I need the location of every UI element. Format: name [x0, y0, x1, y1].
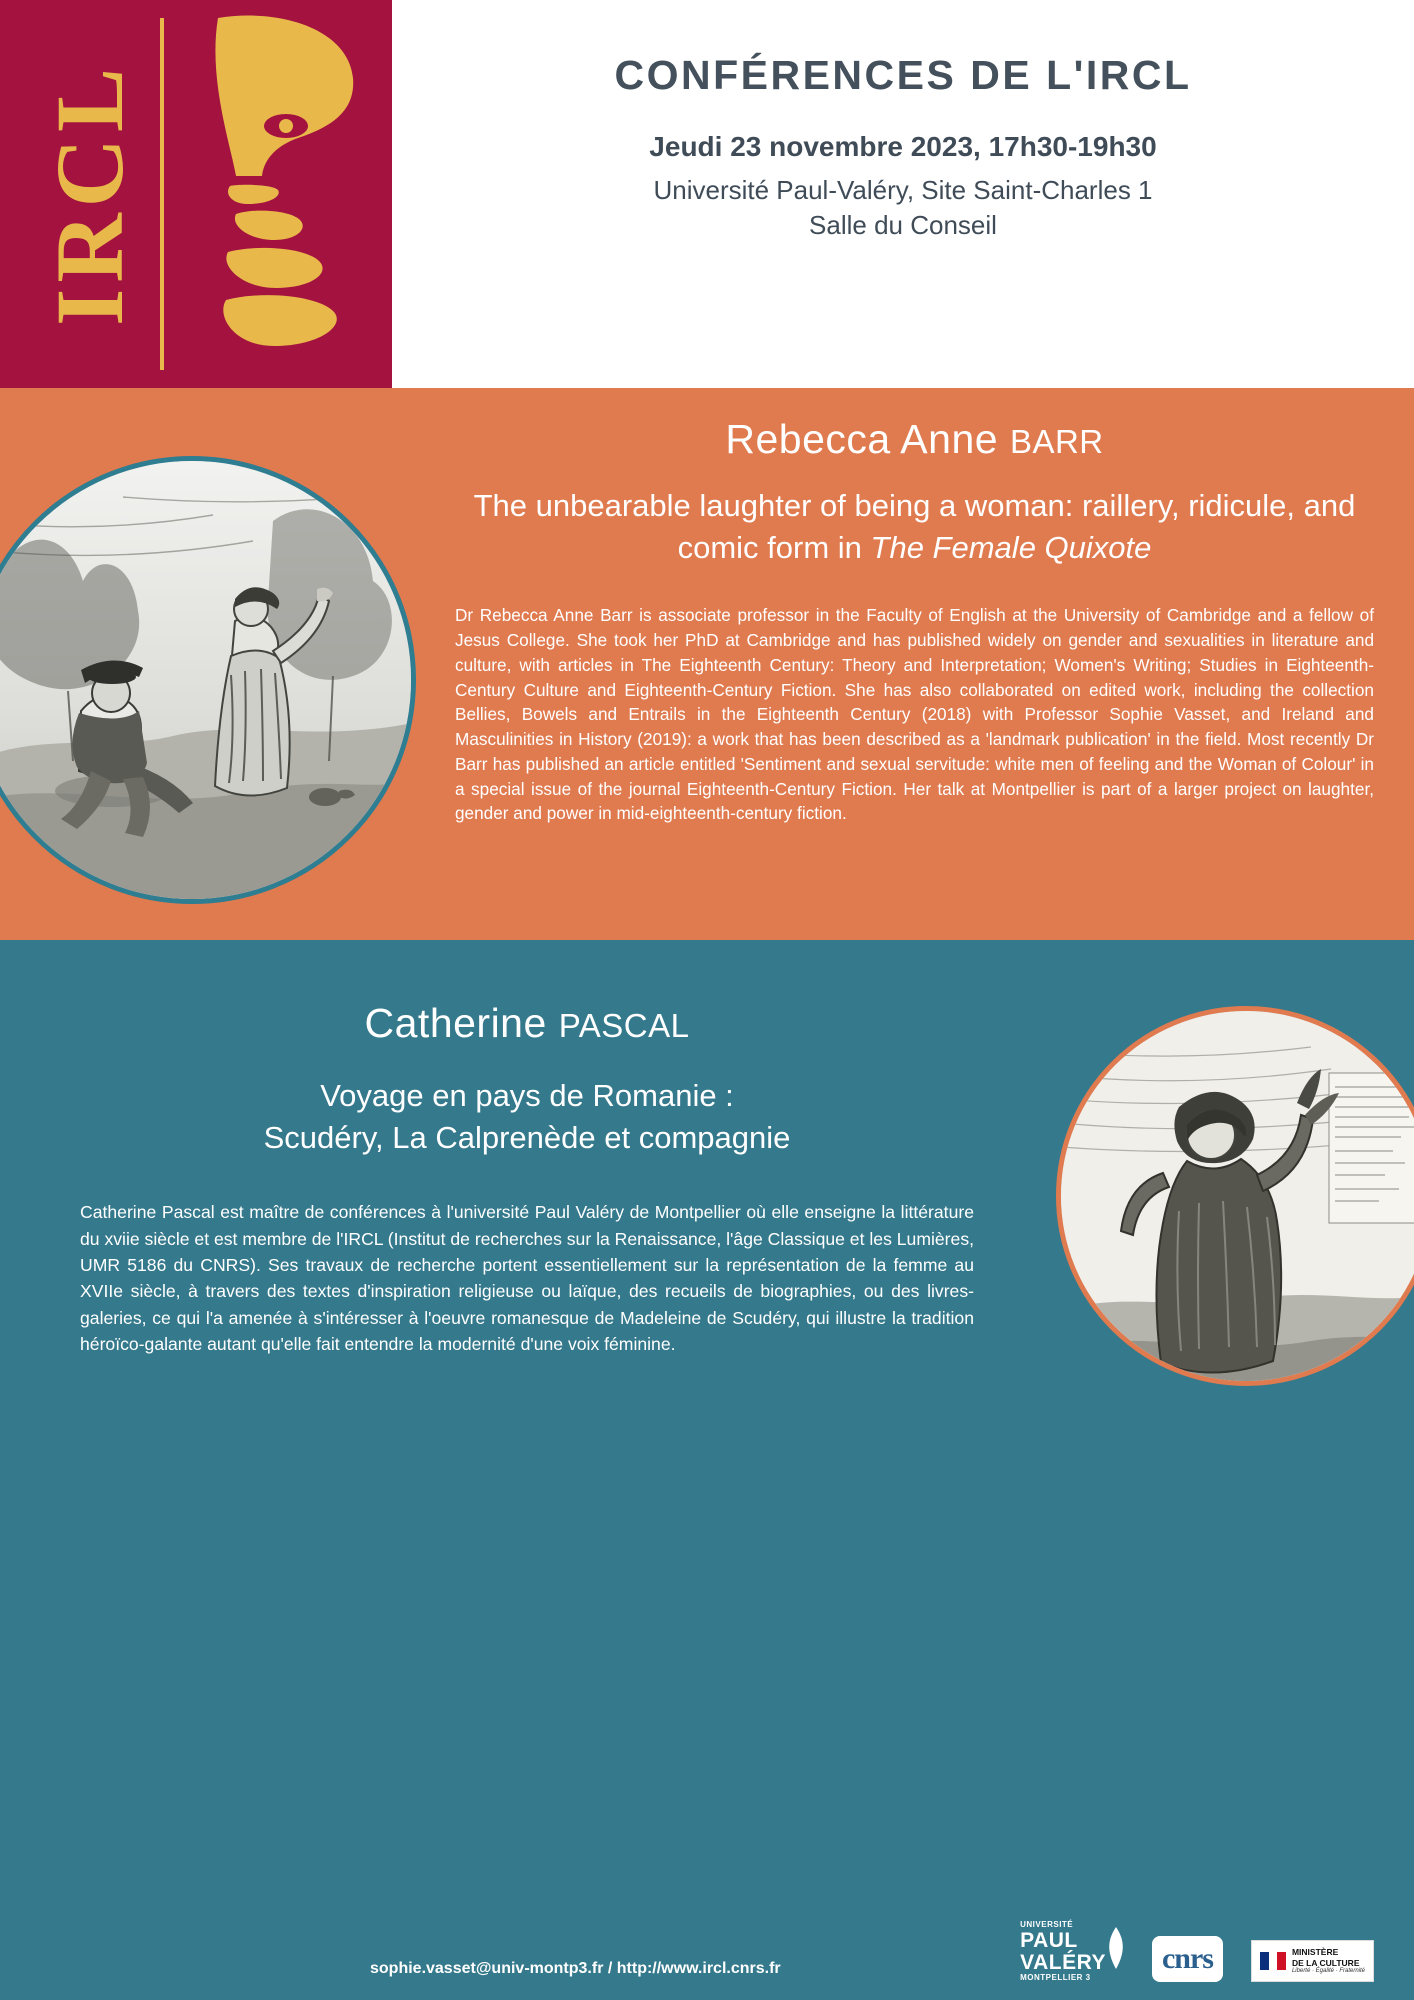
event-date: Jeudi 23 novembre 2023, 17h30-19h30: [649, 131, 1157, 162]
talk2-title: [80, 1075, 974, 1159]
ministry-motto: Liberté · Égalité · Fraternité: [1291, 1967, 1365, 1974]
talk2-speaker-name: [80, 1000, 974, 1047]
event-venue-line1: Université Paul-Valéry, Site Saint-Charles 1: [653, 175, 1153, 205]
talk1-speaker-first: Rebecca Anne: [725, 416, 1010, 462]
talk-section-barr: [0, 388, 1414, 940]
logo-ministere-culture: [1251, 1940, 1374, 1982]
logo-universite-paul-valery: [1020, 1921, 1124, 1982]
talk1-title: [455, 485, 1374, 569]
talk1-bio: Dr Rebecca Anne Barr is associate professor in the Faculty of English at the University of Cambridge and a fellow of Jesus College. She took her PhD at Cambridge and has published widely on gender and sexualities in literature and culture, with articles in The Eighteenth Century: Theory and Interpretation; Women's Writing; Studies in Eighteenth-Century Culture and Eighteenth-Century Fiction. She has also collaborated on edited work, including the collection Bellies, Bowels and Entrails in the Eighteenth Century (2018) with Professor Sophie Vasset, and Ireland and Masculinities in History (2019): a work that has been described as a 'landmark publication' in the field. Most recently Dr Barr has published an article entitled 'Sentiment and sexual servitude: white men of feeling and the Woman of Colour' in a special issue of the journal Eighteenth-Century Fiction. Her talk at Montpellier is part of a larger project on laughter, gender and power in mid-eighteenth-century fiction.: [455, 605, 1374, 824]
ircl-logo-letters: IRCL: [36, 61, 143, 327]
french-flag-icon: [1260, 1952, 1286, 1970]
engraving-man-and-woman-in-landscape: [0, 461, 413, 901]
engraving-woman-with-torch: [1061, 1011, 1414, 1386]
logo-divider: [160, 18, 164, 370]
ministry-line2: DE LA CULTURE: [1291, 1957, 1360, 1968]
cnrs-wordmark: cnrs: [1161, 1942, 1213, 1975]
talk2-bio: Catherine Pascal est maître de conférences à l'université Paul Valéry de Montpellier où elle enseigne la littérature du xviie siècle et est membre de l'IRCL (Institut de recherches sur la Renaissance, l'âge Classique et les Lumières, UMR 5186 du CNRS). Ses travaux de recherche portent essentiellement sur la représentation de la femme au XVIIe siècle, à travers des textes d'inspiration religieuse ou laïque, des recueils de biographies, ou des livres-galeries, ce qui l'a amenée à s'intéresser à l'oeuvre romanesque de Madeleine de Scudéry, qui illustre la tradition héroïco-galante autant qu'elle fait entendre la modernité d'une voix féminine.: [80, 1202, 974, 1355]
upv-line2: PAUL: [1020, 1928, 1078, 1952]
talk1-speaker-name: [455, 416, 1374, 463]
logo-cnrs: [1152, 1936, 1223, 1982]
talk-section-pascal: [0, 940, 1414, 2000]
profile-face-icon: [178, 8, 378, 380]
header-text-block: [392, 0, 1414, 388]
talk2-speaker-first: Catherine: [364, 1000, 559, 1046]
event-venue-line2: Salle du Conseil: [809, 210, 997, 241]
poster-header: [0, 0, 1414, 388]
contact-line[interactable]: sophie.vasset@univ-montp3.fr / http://www.ircl.cnrs.fr: [370, 1960, 781, 1977]
talk1-illustration: [0, 456, 416, 904]
talk2-title-line1: Voyage en pays de Romanie :: [320, 1078, 734, 1113]
poster-footer: [0, 1884, 1414, 2000]
talk2-content: [80, 940, 974, 1358]
talk1-title-work: The Female Quixote: [870, 530, 1152, 566]
upv-line4: MONTPELLIER 3: [1020, 1972, 1091, 1982]
talk2-speaker-last: PASCAL: [558, 1007, 690, 1044]
partner-logos: [1020, 1921, 1374, 1982]
talk2-illustration: [1056, 1006, 1414, 1386]
ministry-text: [1292, 1947, 1365, 1975]
upv-line3: VALÉRY: [1020, 1950, 1106, 1974]
upv-flame-icon: [1104, 1925, 1128, 1971]
talk1-title-main: The unbearable laughter of being a woman: raillery, ridicule, and comic form in: [473, 488, 1356, 566]
talk1-content: [455, 388, 1374, 826]
ministry-line1: MINISTÈRE: [1291, 1947, 1339, 1958]
page-title: CONFÉRENCES DE L'IRCL: [614, 52, 1192, 98]
talk1-speaker-last: BARR: [1009, 423, 1104, 460]
talk2-title-line2: Scudéry, La Calprenède et compagnie: [263, 1120, 791, 1156]
ircl-logo: [0, 0, 392, 388]
upv-line1: UNIVERSITÉ: [1020, 1920, 1074, 1930]
